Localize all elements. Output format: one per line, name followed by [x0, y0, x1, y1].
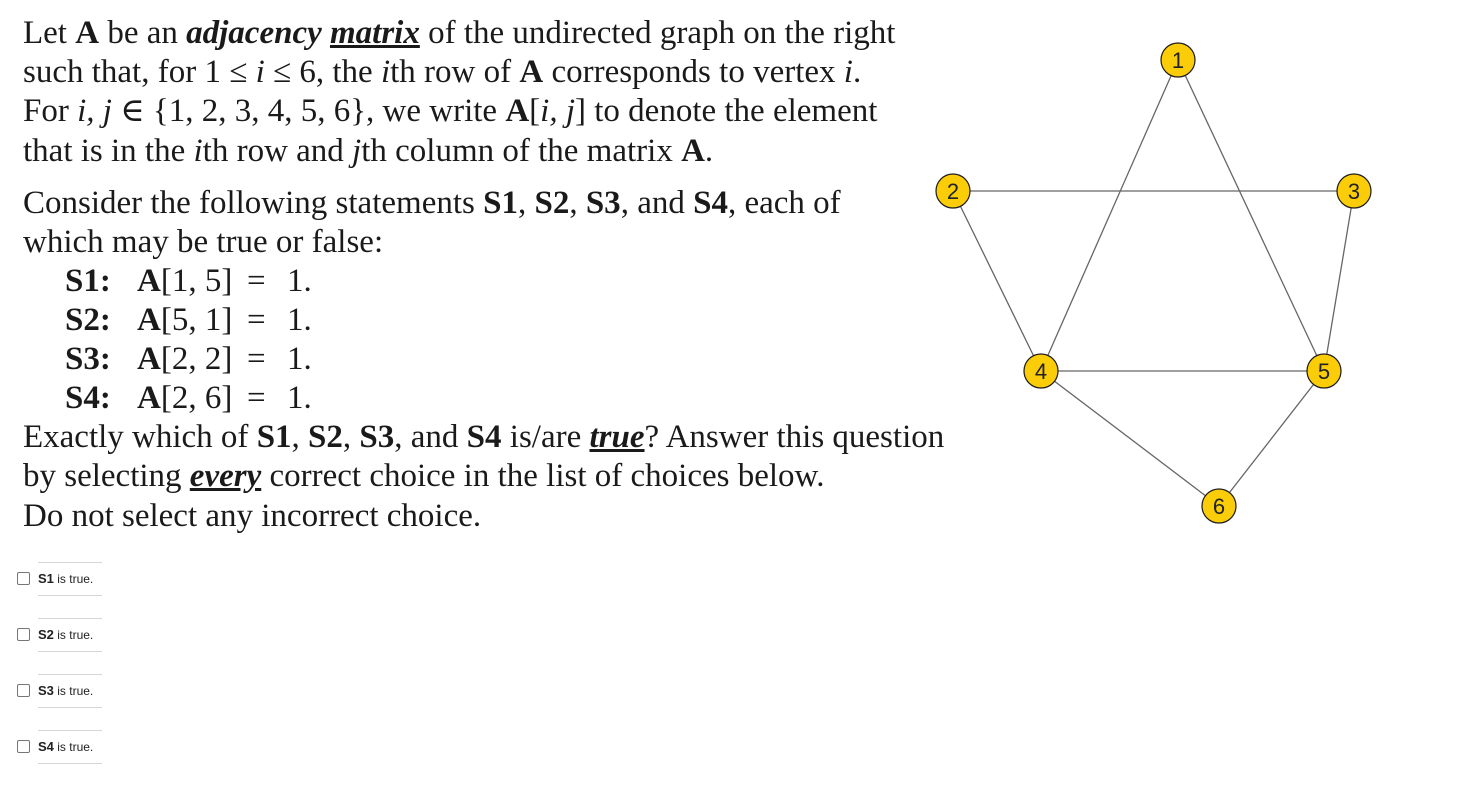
statement-label: S3: — [65, 341, 111, 378]
edge-1-5 — [1178, 60, 1324, 371]
text: such that, for 1 ≤ — [23, 54, 256, 91]
statement-label: S4: — [65, 380, 111, 417]
statement-ref: S4 — [693, 184, 728, 221]
var-i: i — [843, 54, 853, 91]
text: , — [342, 419, 360, 456]
choice-statement-id: S4 — [38, 739, 54, 754]
text: , — [291, 419, 309, 456]
statement-label: S1: — [65, 263, 111, 300]
edge-4-6 — [1041, 371, 1219, 506]
edge-3-5 — [1324, 191, 1354, 371]
statement-rhs: 1. — [287, 263, 312, 300]
text: ∈ {1, 2, 3, 4, 5, 6}, we write — [111, 93, 506, 130]
choice-label[interactable] — [38, 730, 102, 764]
text: that is in the — [23, 132, 194, 169]
choice-label[interactable] — [38, 562, 102, 596]
vertex-2 — [936, 174, 970, 208]
statement-index: [2, 2] — [160, 341, 233, 378]
vertex-6 — [1202, 489, 1236, 523]
statement-label: S2: — [65, 302, 111, 339]
statement-rhs: 1. — [287, 302, 312, 339]
text: , — [569, 184, 586, 221]
choice-statement-id: S3 — [38, 683, 54, 698]
matrix-symbol: A — [505, 93, 530, 130]
matrix-symbol: A — [681, 132, 705, 169]
edge-1-4 — [1041, 60, 1178, 371]
text: by selecting — [23, 458, 190, 495]
emphasis-matrix: matrix — [329, 15, 420, 51]
text: , and — [394, 419, 467, 456]
choice-text: is true. — [53, 684, 94, 698]
var-i: i — [255, 54, 265, 91]
text: Let — [23, 15, 76, 51]
vertex-3 — [1337, 174, 1371, 208]
var-i: i — [380, 54, 391, 91]
statement-ref: S1 — [483, 184, 518, 221]
emphasis-true: true — [589, 419, 645, 456]
statement-index: [1, 5] — [160, 263, 233, 300]
text: , each of — [727, 184, 841, 221]
text: corresponds to vertex — [543, 54, 844, 91]
text: [ — [529, 93, 541, 130]
text: th column of the matrix — [361, 132, 682, 169]
text: Exactly which of — [23, 419, 257, 456]
text: ] to denote the element — [575, 93, 878, 130]
edge-5-6 — [1219, 371, 1324, 506]
choice-checkbox[interactable] — [17, 740, 30, 753]
emphasis-adjacency: adjacency — [186, 15, 322, 51]
text: For — [23, 93, 78, 130]
equals-sign: = — [247, 263, 266, 300]
text: th row and — [202, 132, 353, 169]
text: ? Answer this question — [644, 419, 945, 456]
text: , and — [620, 184, 694, 221]
edge-2-4 — [953, 191, 1041, 371]
vertex-5 — [1307, 354, 1341, 388]
equals-sign: = — [247, 302, 266, 339]
statement-rhs: 1. — [287, 341, 312, 378]
choice-text: is true. — [53, 628, 94, 642]
choice-text: is true. — [53, 740, 94, 754]
statement-rhs: 1. — [287, 380, 312, 417]
equals-sign: = — [247, 341, 266, 378]
statement-ref: S3 — [359, 419, 395, 456]
choice-statement-id: S1 — [38, 571, 54, 586]
text: , — [517, 184, 535, 221]
statement-ref: S2 — [308, 419, 343, 456]
statement-ref: S4 — [466, 419, 502, 456]
text: which may be true or false: — [23, 224, 384, 261]
vertex-label: 3 — [1347, 179, 1361, 204]
statement-index: [5, 1] — [160, 302, 233, 339]
vertex-label: 5 — [1317, 359, 1331, 384]
text: correct choice in the list of choices below. — [261, 458, 825, 495]
emphasis-every: every — [189, 458, 262, 495]
matrix-symbol: A — [519, 54, 544, 91]
text: . — [704, 132, 714, 169]
vertex-label: 1 — [1171, 48, 1185, 73]
text: . — [852, 54, 862, 91]
text: is/are — [501, 419, 590, 456]
choice-label[interactable] — [38, 674, 102, 708]
choice-checkbox[interactable] — [17, 684, 30, 697]
statement-index: [2, 6] — [160, 380, 233, 417]
text: ≤ 6, the — [264, 54, 381, 91]
graph-edges — [953, 60, 1354, 506]
matrix-symbol: A — [137, 302, 161, 339]
matrix-symbol: A — [75, 15, 100, 51]
statement-ref: S3 — [585, 184, 621, 221]
matrix-symbol: A — [137, 263, 161, 300]
equals-sign: = — [247, 380, 266, 417]
vertex-1 — [1161, 43, 1195, 77]
text: Consider the following statements — [23, 184, 484, 221]
choice-checkbox[interactable] — [17, 628, 30, 641]
text: th row of — [390, 54, 520, 91]
choice-text: is true. — [53, 572, 94, 586]
vertex-label: 6 — [1212, 494, 1226, 519]
var-j: j — [352, 132, 362, 169]
statement-ref: S1 — [256, 419, 292, 456]
matrix-symbol: A — [137, 341, 161, 378]
matrix-symbol: A — [137, 380, 161, 417]
var-ij: i, j — [77, 93, 112, 130]
var-ij: i, j — [540, 93, 576, 130]
statement-ref: S2 — [534, 184, 570, 221]
var-i: i — [193, 132, 203, 169]
choice-checkbox[interactable] — [17, 572, 30, 585]
choice-label[interactable] — [38, 618, 102, 652]
text: of the undirected graph on the right — [419, 15, 896, 51]
vertex-label: 2 — [946, 179, 960, 204]
vertex-4 — [1024, 354, 1058, 388]
choice-statement-id: S2 — [38, 627, 54, 642]
vertex-label: 4 — [1034, 359, 1048, 384]
text: be an — [99, 15, 187, 51]
text: Do not select any incorrect choice. — [23, 497, 482, 534]
